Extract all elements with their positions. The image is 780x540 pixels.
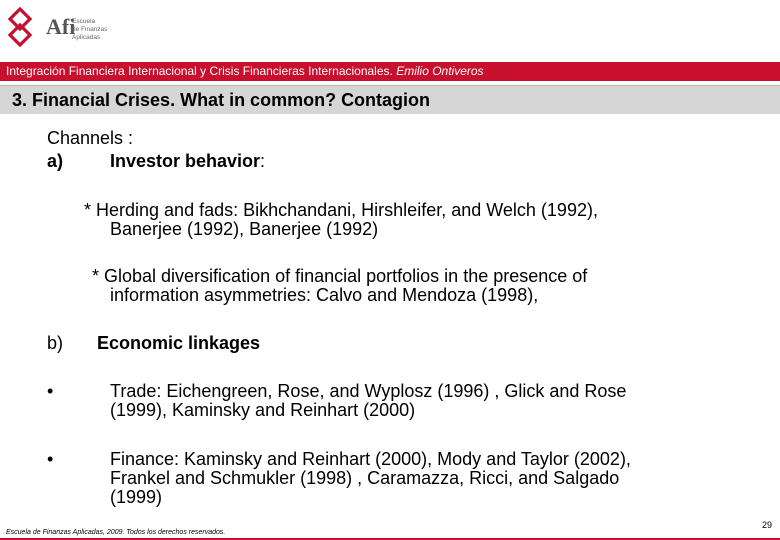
item-a-heading [110, 151, 265, 171]
slide-title: 3. Financial Crises. What in common? Contagion [12, 90, 431, 110]
item-a-title: Investor behavior [110, 151, 261, 171]
slide-title-bar [0, 85, 780, 114]
b-item1-line2: (1999), Kaminsky and Reinhart (2000) [110, 400, 416, 420]
bullet-trade: • [47, 381, 54, 401]
b-item1-line1: Trade: Eichengreen, Rose, and Wyplosz (1996) , Glick and Rose [110, 381, 627, 401]
b-item2-line1: Finance: Kaminsky and Reinhart (2000), Mody and Taylor (2002), [110, 449, 631, 469]
b-item2-line2: Frankel and Schmukler (1998) , Caramazza, Ricci, and Salgado [110, 468, 620, 488]
logo-subtitle [72, 18, 107, 42]
a-item1-line2: Banerjee (1992), Banerjee (1992) [110, 219, 379, 239]
course-header-bar [0, 62, 780, 81]
item-b-marker: b) [47, 333, 64, 353]
item-a-marker: a) [47, 151, 64, 171]
author-name: Emilio Ontiveros [396, 64, 484, 78]
logo-sub-line: Escuela [72, 18, 96, 25]
a-item2-line1: * Global diversification of financial portfolios in the presence of [92, 266, 588, 286]
a-item2-line2: information asymmetries: Calvo and Mendoza (1998), [110, 285, 539, 305]
afi-logo-mark-icon [6, 6, 34, 48]
course-title: Integración Financiera Internacional y Crisis Financieras Internacionales. [6, 64, 397, 78]
item-b-title: Economic linkages [97, 333, 261, 353]
logo-sub-line: de Finanzas [72, 26, 108, 33]
channels-label: Channels : [47, 128, 134, 148]
page-number: 29 [761, 520, 772, 530]
logo-name: Afi [46, 14, 76, 39]
a-item1-line1: * Herding and fads: Bikhchandani, Hirshleifer, and Welch (1992), [84, 200, 598, 220]
logo-sub-line: Aplicadas [72, 34, 101, 41]
item-a-colon: : [260, 151, 266, 171]
bullet-finance: • [47, 449, 54, 469]
footer-copyright: Escuela de Finanzas Aplicadas, 2009. Todos los derechos reservados. [6, 529, 226, 536]
afi-logo [6, 4, 116, 52]
b-item2-line3: (1999) [110, 487, 163, 507]
